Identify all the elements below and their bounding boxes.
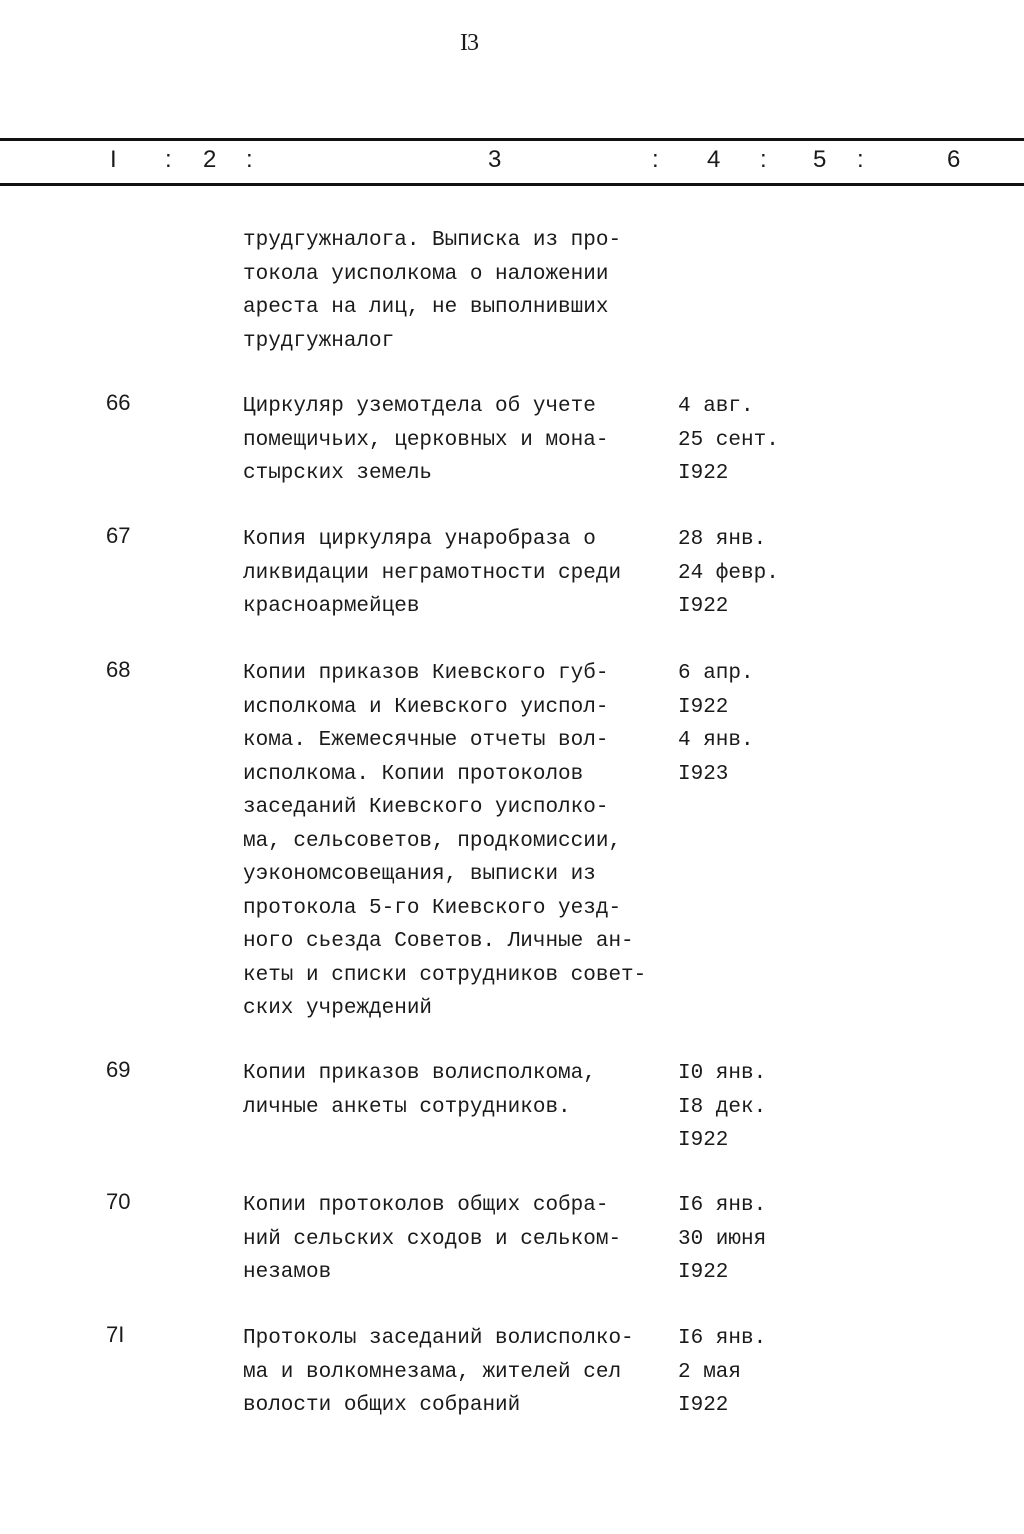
description-line: ма и волкомнезама, жителей сел — [243, 1360, 622, 1384]
column-separator: : — [857, 146, 864, 173]
column-header: 4 — [707, 146, 721, 173]
description-line: незамов — [243, 1261, 332, 1284]
entry-description — [243, 1189, 683, 1290]
entry-description — [243, 1322, 683, 1423]
date-line: 4 янв. — [678, 729, 754, 752]
entry-number: 7I — [106, 1322, 125, 1347]
column-separator: : — [760, 146, 767, 173]
description-line: ских учреждений — [243, 997, 433, 1020]
column-separator: : — [246, 146, 253, 173]
description-line: красноармейцев — [243, 595, 420, 618]
header-top-rule — [0, 138, 1024, 141]
date-line: 30 июня — [678, 1227, 767, 1251]
description-line: Протоколы заседаний волисполко- — [243, 1327, 634, 1350]
entry-description — [243, 1057, 683, 1124]
date-line: I923 — [678, 762, 729, 786]
description-line: Копия циркуляра унаробраза о — [243, 528, 596, 551]
description-line: ного сьезда Советов. Личные ан- — [243, 930, 634, 953]
date-line: I922 — [678, 1129, 729, 1152]
entry-dates — [678, 657, 754, 791]
entry-number: 69 — [106, 1057, 131, 1082]
entry-dates — [678, 1322, 766, 1423]
description-line: исполкома. Копии протоколов — [243, 762, 584, 786]
date-line: I922 — [678, 1261, 729, 1284]
header-bottom-rule — [0, 183, 1024, 186]
date-line: I922 — [678, 695, 729, 719]
description-line: кома. Ежемесячные отчеты вол- — [243, 729, 609, 752]
description-line: личные анкеты сотрудников. — [243, 1095, 571, 1119]
date-line: I8 дек. — [678, 1095, 767, 1119]
description-line: исполкома и Киевского уиспол- — [243, 695, 609, 719]
description-line: помещичьих, церковных и мона- — [243, 428, 609, 452]
entry-number: 70 — [106, 1189, 131, 1214]
description-line: кеты и списки сотрудников совет- — [243, 963, 647, 987]
description-line: Копии приказов волисполкома, — [243, 1062, 596, 1085]
entry-number: 67 — [106, 523, 131, 548]
date-line: I6 янв. — [678, 1327, 767, 1350]
description-line: трудгужналога. Выписка из про- — [243, 229, 622, 252]
description-line: Копии приказов Киевского губ- — [243, 662, 609, 685]
description-line: Копии протоколов общих собра- — [243, 1194, 609, 1217]
entry-dates — [678, 1189, 766, 1290]
column-separator: : — [165, 146, 172, 173]
date-line: I922 — [678, 595, 729, 618]
date-line: 28 янв. — [678, 528, 767, 551]
description-line: заседаний Киевского уисполко- — [243, 796, 609, 819]
entry-description — [243, 657, 683, 1026]
entry-description — [243, 224, 683, 358]
date-line: I922 — [678, 1394, 729, 1417]
description-line: протокола 5-го Киевского уезд- — [243, 896, 622, 920]
description-line: токола уисполкома о наложении — [243, 262, 609, 286]
description-line: Циркуляр уземотдела об учете — [243, 395, 596, 418]
entry-dates — [678, 523, 779, 624]
column-header: I — [110, 146, 117, 173]
column-header: 3 — [488, 146, 502, 173]
entry-dates — [678, 390, 779, 491]
description-line: ликвидации неграмотности среди — [243, 561, 622, 585]
date-line: 6 апр. — [678, 662, 754, 685]
entry-number: 68 — [106, 657, 131, 682]
description-line: стырских земель — [243, 462, 433, 485]
column-header: 5 — [813, 146, 827, 173]
column-header: 2 — [203, 146, 217, 173]
description-line: ареста на лиц, не выполнивших — [243, 296, 609, 319]
column-separator: : — [652, 146, 659, 173]
entry-number: 66 — [106, 390, 131, 415]
description-line: трудгужналог — [243, 329, 395, 353]
description-line: уэкономсовещания, выписки из — [243, 863, 596, 886]
date-line: 24 февр. — [678, 561, 779, 585]
entry-dates — [678, 1057, 766, 1158]
date-line: I0 янв. — [678, 1062, 767, 1085]
entry-description — [243, 523, 683, 624]
date-line: 25 сент. — [678, 428, 779, 452]
description-line: волости общих собраний — [243, 1394, 521, 1417]
date-line: 4 авг. — [678, 395, 754, 418]
description-line: ний сельских сходов и сельком- — [243, 1227, 622, 1251]
date-line: I6 янв. — [678, 1194, 767, 1217]
date-line: 2 мая — [678, 1360, 742, 1384]
entry-description — [243, 390, 683, 491]
page-number: I3 — [460, 30, 478, 56]
description-line: ма, сельсоветов, продкомиссии, — [243, 829, 622, 853]
date-line: I922 — [678, 462, 729, 485]
column-header: 6 — [947, 146, 961, 173]
